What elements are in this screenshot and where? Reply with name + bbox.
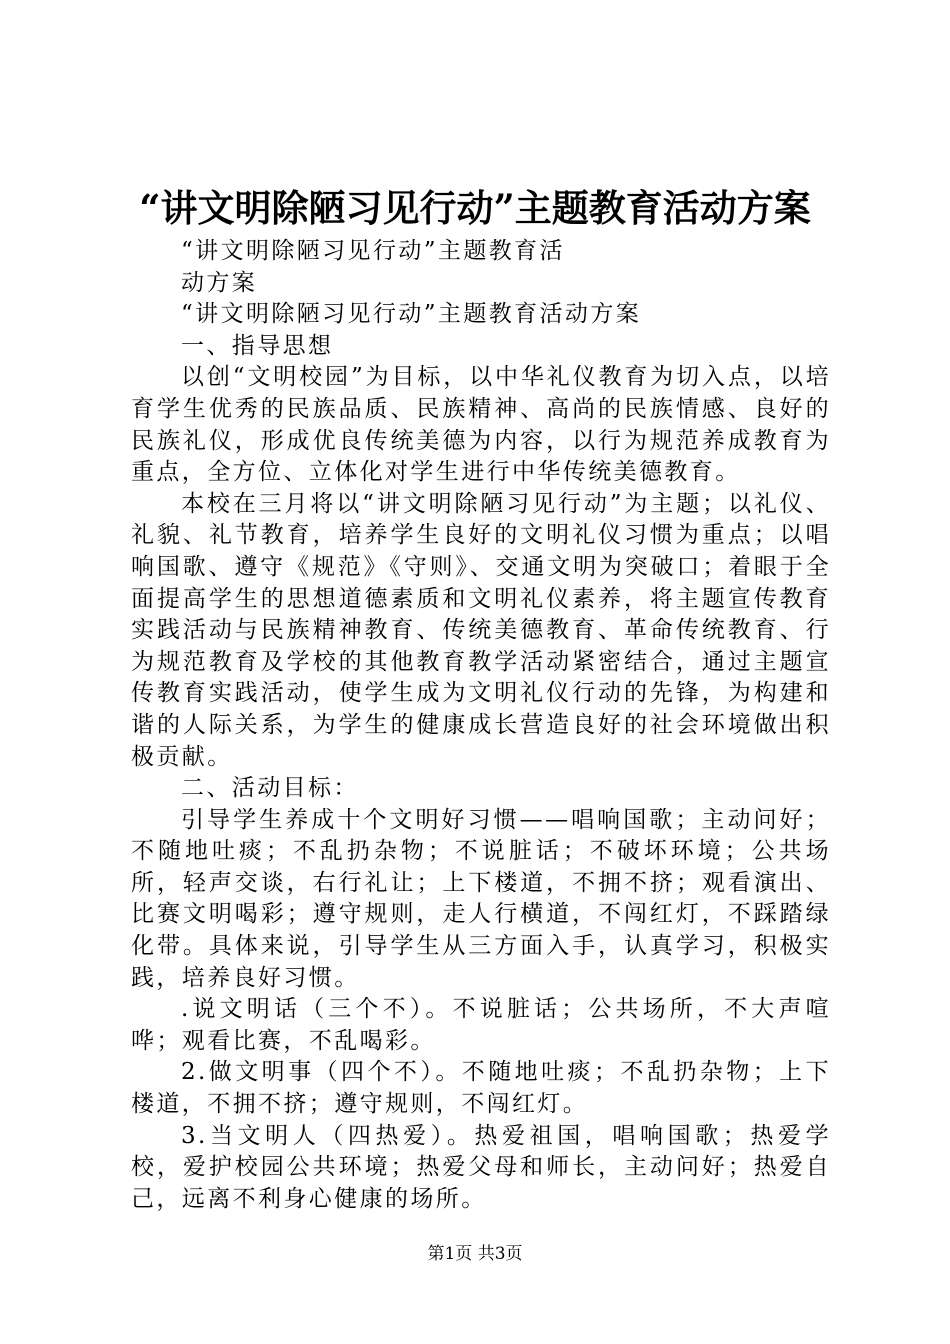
section-heading: 一、指导思想 (181, 332, 334, 359)
subtitle-line: “讲文明除陋习见行动”主题教育活动方案 (181, 301, 642, 328)
list-item: 2.做文明事（四个不）。不随地吐痰；不乱扔杂物；上下楼道，不拥不挤；遵守规则，不闯红灯。 (131, 1059, 831, 1118)
list-item: .说文明话（三个不）。不说脏话；公共场所，不大声喧哗；观看比赛，不乱喝彩。 (131, 996, 831, 1054)
document-body (131, 236, 831, 1215)
document-title: “讲文明除陋习见行动”主题教育活动方案 (139, 186, 811, 230)
paragraph: 以创“文明校园”为目标，以中华礼仪教育为切入点，以培育学生优秀的民族品质、民族精神、高尚的民族情感、良好的民族礼仪，形成优良传统美德为内容，以行为规范养成教育为重点，全方位、立体化对学生进行中华传统美德教育。 (131, 364, 831, 486)
subtitle-line: 动方案 (181, 269, 258, 296)
section-heading: 二、活动目标： (181, 775, 359, 802)
paragraph: 本校在三月将以“讲文明除陋习见行动”为主题；以礼仪、礼貌、礼节教育，培养学生良好的文明礼仪习惯为重点；以唱响国歌、遵守《规范》《守则》、交通文明为突破口；着眼于全面提高学生的思想道德素质和文明礼仪素养，将主题宣传教育实践活动与民族精神教育、传统美德教育、革命传统教育、行为规范教育及学校的其他教育教学活动紧密结合，通过主题宣传教育实践活动，使学生成为文明礼仪行动的先锋，为构建和谐的人际关系，为学生的健康成长营造良好的社会环境做出积极贡献。 (131, 490, 831, 770)
list-item: 3.当文明人（四热爱）。热爱祖国，唱响国歌；热爱学校，爱护校园公共环境；热爱父母和师长，主动问好；热爱自己，远离不利身心健康的场所。 (131, 1122, 831, 1212)
page-indicator: 第1页 共3页 (427, 1244, 523, 1264)
paragraph: 引导学生养成十个文明好习惯——唱响国歌；主动问好；不随地吐痰；不乱扔杂物；不说脏话；不破坏环境；公共场所，轻声交谈，右行礼让；上下楼道，不拥不挤；观看演出、比赛文明喝彩；遵守规则，走人行横道，不闯红灯，不踩踏绿化带。具体来说，引导学生从三方面入手，认真学习，积极实践，培养良好习惯。 (131, 806, 831, 991)
subtitle-line: “讲文明除陋习见行动”主题教育活 (181, 238, 565, 264)
